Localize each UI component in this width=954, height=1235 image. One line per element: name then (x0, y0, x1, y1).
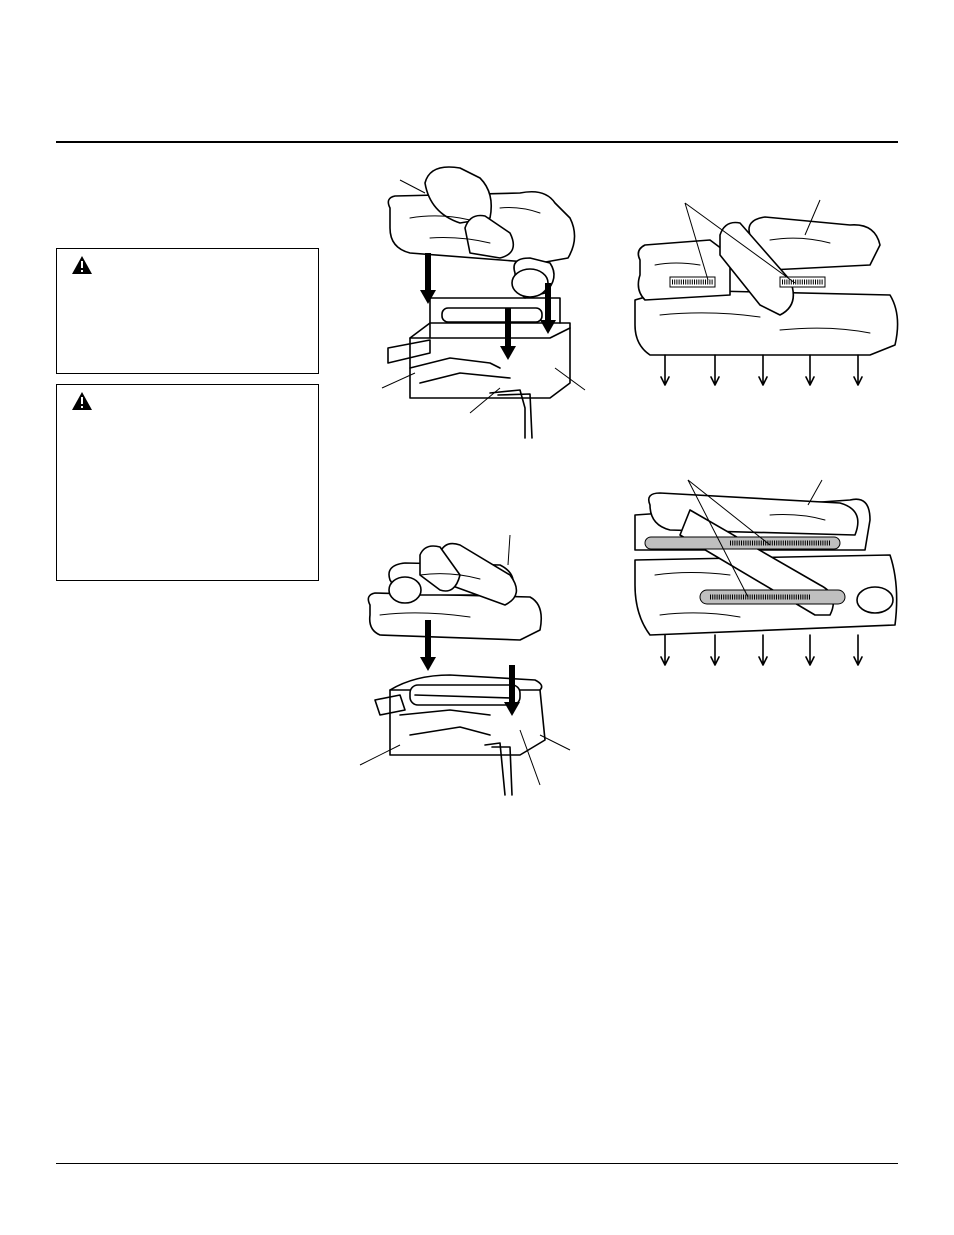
warning-triangle-icon (71, 391, 93, 411)
grate-pins (661, 635, 862, 665)
warning-box-2 (56, 384, 319, 581)
warning-triangle-icon (71, 255, 93, 275)
log-placement-front-top (630, 195, 905, 390)
warning-box-1 (56, 248, 319, 374)
bottom-rule (56, 1163, 898, 1164)
top-rule (56, 141, 898, 143)
log-placement-front-bottom (630, 475, 905, 670)
log-set-install-top (370, 158, 600, 443)
grate-pins (661, 355, 862, 385)
log-set-install-bottom (360, 535, 580, 795)
